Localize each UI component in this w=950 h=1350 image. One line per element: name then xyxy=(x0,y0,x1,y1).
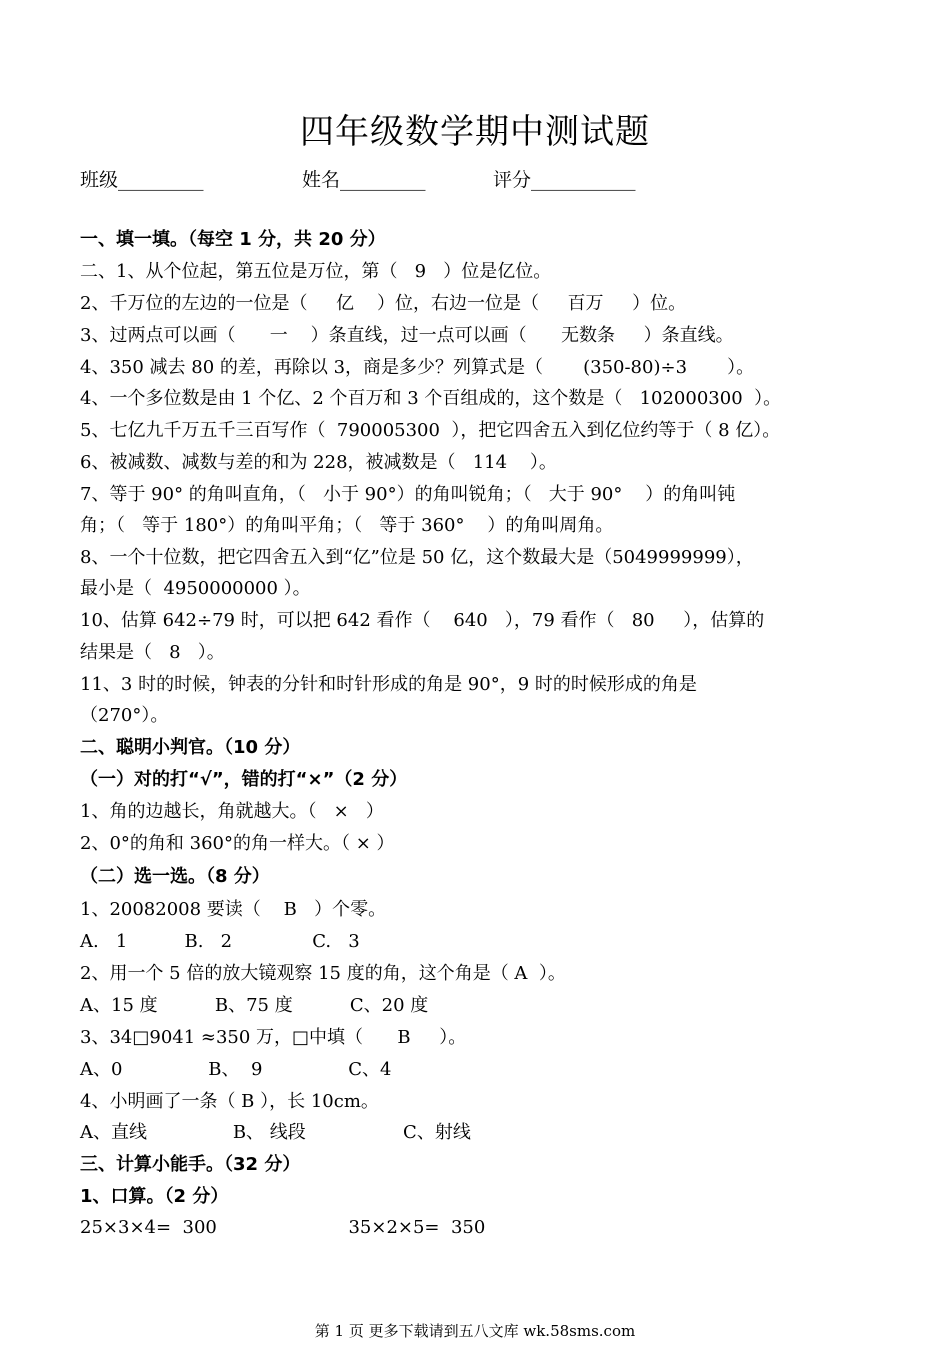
question-line: A、直线 B、 线段 C、射线 xyxy=(80,1122,471,1143)
question-line: 11、3 时的时候，钟表的分针和时针形成的角是 90°，9 时的时候形成的角是 xyxy=(80,674,697,695)
question-line: 2、用一个 5 倍的放大镜观察 15 度的角，这个角是（ A ）。 xyxy=(80,963,566,984)
question-line: 1、20082008 要读（ B ）个零。 xyxy=(80,899,387,920)
question-line: 25×3×4= 300 35×2×5= 350 xyxy=(80,1217,486,1238)
section-heading: 一、填一填。（每空 1 分，共 20 分） xyxy=(80,229,386,250)
question-line: 二、1、从个位起，第五位是万位，第（ 9 ）位是亿位。 xyxy=(80,261,552,282)
question-line: 6、被减数、减数与差的和为 228，被减数是（ 114 ）。 xyxy=(80,452,557,473)
question-line: 7、等于 90° 的角叫直角，（ 小于 90°）的角叫锐角；（ 大于 90° ）的角叫钝 xyxy=(80,484,736,505)
class-field: 班级_________ xyxy=(80,169,204,191)
question-line: 8、一个十位数，把它四舍五入到“亿”位是 50 亿，这个数最大是（5049999999）， xyxy=(80,547,754,568)
question-line: 最小是（ 4950000000 ）。 xyxy=(80,578,311,599)
question-line: 3、过两点可以画（ 一 ）条直线，过一点可以画（ 无数条 ）条直线。 xyxy=(80,325,734,346)
score-field: 评分___________ xyxy=(493,169,636,191)
question-line: 2、千万位的左边的一位是（ 亿 ）位，右边一位是（ 百万 ）位。 xyxy=(80,293,687,314)
section-heading: （一）对的打“√”，错的打“×”（2 分） xyxy=(80,769,408,790)
question-line: 5、七亿九千万五千三百写作（ 790005300 ），把它四舍五入到亿位约等于（ 8 亿）。 xyxy=(80,420,781,441)
question-line: A、0 B、 9 C、4 xyxy=(80,1059,392,1080)
question-line: 4、350 减去 80 的差，再除以 3，商是多少？列算式是（ (350-80)÷3 ）。 xyxy=(80,357,755,378)
section-heading: 1、口算。（2 分） xyxy=(80,1186,229,1207)
section-heading: （二）选一选。（8 分） xyxy=(80,866,270,887)
question-line: 结果是（ 8 ）。 xyxy=(80,642,225,663)
question-line: 3、34□9041 ≈350 万，□中填（ B ）。 xyxy=(80,1027,467,1048)
question-line: 10、估算 642÷79 时，可以把 642 看作（ 640 ），79 看作（ 80 ），估算的 xyxy=(80,610,765,631)
section-heading: 三、计算小能手。（32 分） xyxy=(80,1154,301,1175)
question-line: 4、一个多位数是由 1 个亿、2 个百万和 3 个百组成的，这个数是（ 102000300 ）。 xyxy=(80,388,782,409)
question-line: A、15 度 B、75 度 C、20 度 xyxy=(80,995,429,1016)
question-line: （270°）。 xyxy=(80,705,169,726)
question-line: 1、角的边越长，角就越大。（ × ） xyxy=(80,801,384,822)
page-footer: 第 1 页 更多下载请到五八文库 wk.58sms.com xyxy=(314,1322,636,1340)
section-heading: 二、聪明小判官。（10 分） xyxy=(80,737,301,758)
question-line: 角；（ 等于 180°）的角叫平角；（ 等于 360° ）的角叫周角。 xyxy=(80,515,614,536)
name-field: 姓名_________ xyxy=(302,169,426,191)
page-title: 四年级数学期中测试题 xyxy=(300,112,650,152)
question-line: 2、0°的角和 360°的角一样大。（ × ） xyxy=(80,833,395,854)
question-line: A. 1 B. 2 C. 3 xyxy=(80,931,360,952)
question-line: 4、小明画了一条（ B ），长 10cm。 xyxy=(80,1091,379,1112)
